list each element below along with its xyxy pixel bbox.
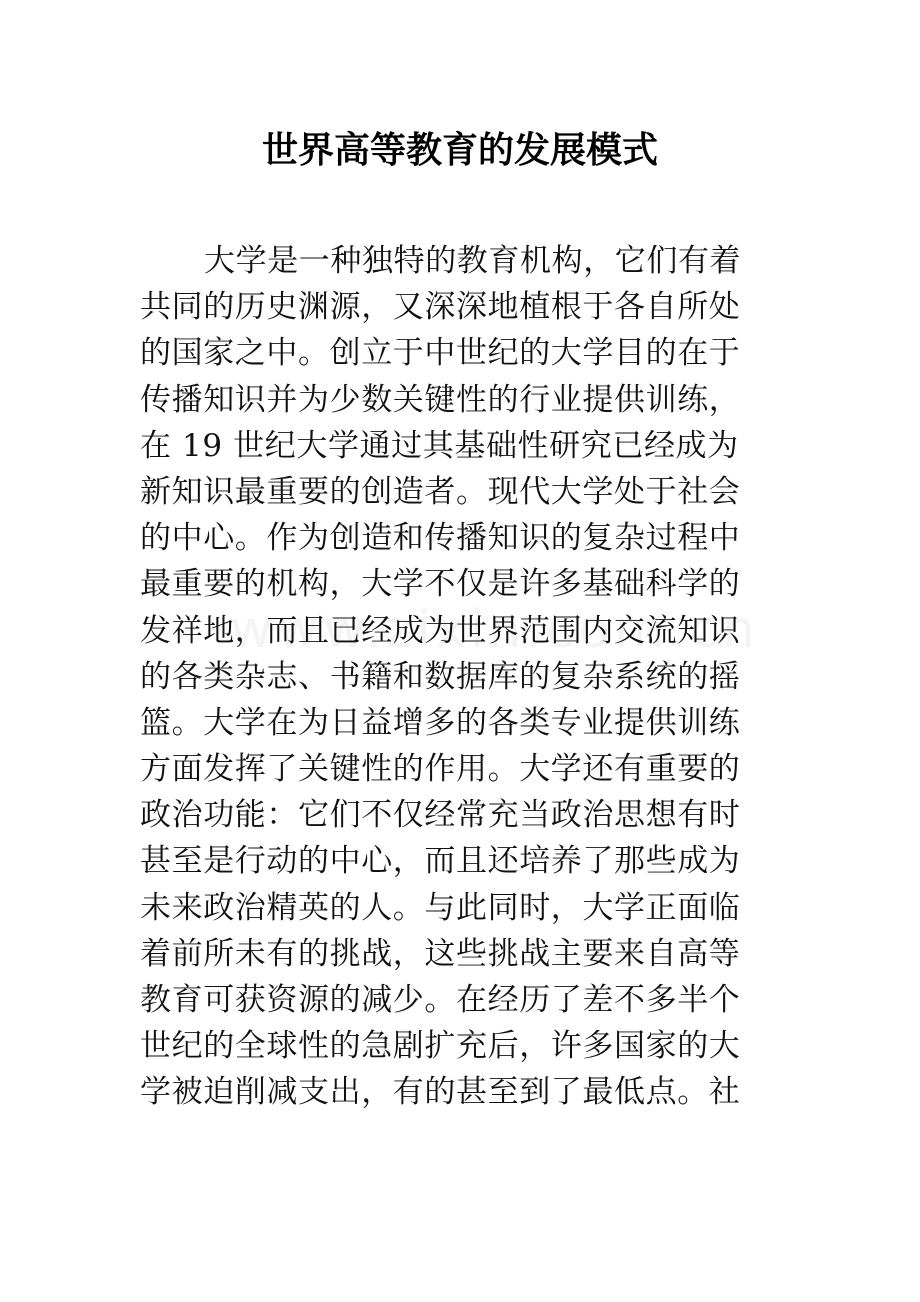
paragraph-line: 未来政治精英的人。与此同时，大学正面临	[140, 889, 741, 926]
paragraph-line: 政治功能：它们不仅经常充当政治思想有时	[140, 797, 741, 834]
paragraph-line: 篮。大学在为日益增多的各类专业提供训练	[140, 704, 741, 741]
paragraph-line: 的各类杂志、书籍和数据库的复杂系统的摇	[140, 658, 741, 695]
paragraph-line: 甚至是行动的中心，而且还培养了那些成为	[140, 843, 741, 880]
paragraph-line: 学被迫削减支出，有的甚至到了最低点。社	[140, 1074, 741, 1111]
document-title: 世界高等教育的发展模式	[261, 129, 658, 171]
paragraph-line: 着前所未有的挑战，这些挑战主要来自高等	[140, 935, 741, 972]
paragraph-line: 教育可获资源的减少。在经历了差不多半个	[140, 982, 741, 1018]
paragraph-line: 世纪的全球性的急剧扩充后，许多国家的大	[140, 1028, 741, 1065]
paragraph-line: 传播知识并为少数关键性的行业提供训练，	[140, 381, 741, 418]
paragraph-line: 最重要的机构，大学不仅是许多基础科学的	[140, 566, 741, 603]
paragraph-line: 在 19 世纪大学通过其基础性研究已经成为	[140, 427, 739, 464]
paragraph-line: 的国家之中。创立于中世纪的大学目的在于	[140, 335, 741, 372]
body-paragraph	[140, 238, 780, 1116]
paragraph-line: 发祥地，而且已经成为世界范围内交流知识	[140, 612, 741, 649]
paragraph-line: 方面发挥了关键性的作用。大学还有重要的	[140, 751, 741, 788]
paragraph-line: 的中心。作为创造和传播知识的复杂过程中	[140, 520, 741, 557]
paragraph-line: 共同的历史渊源，又深深地植根于各自所处	[140, 289, 741, 326]
paragraph-line: 大学是一种独特的教育机构，它们有着	[204, 243, 742, 279]
paragraph-line: 新知识最重要的创造者。现代大学处于社会	[140, 473, 741, 510]
